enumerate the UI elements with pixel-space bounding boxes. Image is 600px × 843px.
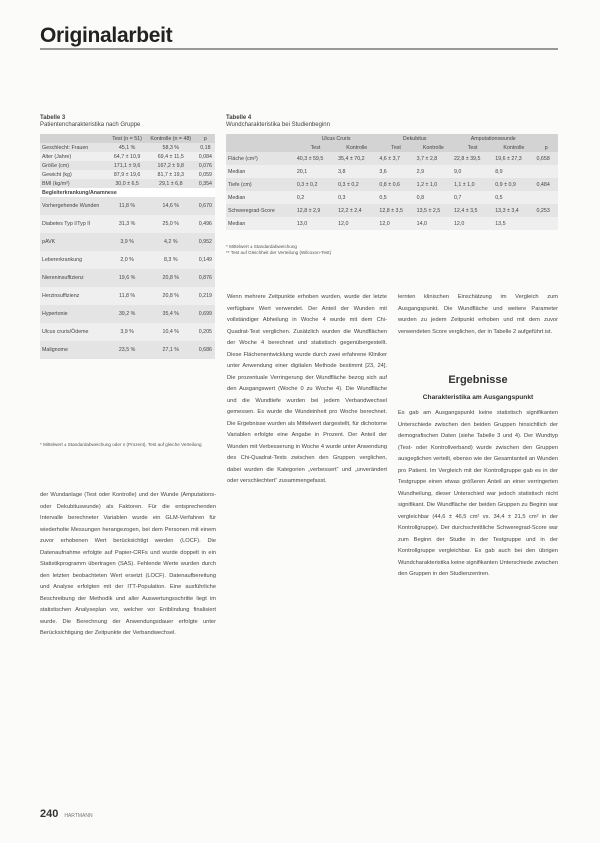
table-cell: 20,1 <box>295 165 336 178</box>
table-cell: Geschlecht: Frauen <box>40 143 108 152</box>
table4-caption <box>226 115 556 129</box>
table-cell: 3,6 <box>377 165 414 178</box>
table-cell: Median <box>226 217 295 230</box>
table-cell <box>535 217 558 230</box>
table-row <box>226 191 558 204</box>
table-cell: Schweregrad-Score <box>226 204 295 217</box>
table-cell: 22,8 ± 39,5 <box>452 152 493 165</box>
table-cell: 0,219 <box>196 287 215 305</box>
table-cell: 14,6 % <box>146 197 196 215</box>
journal-name: HARTMANN <box>64 813 93 819</box>
table-cell: 3,9 % <box>108 323 145 341</box>
table-cell: 31,3 % <box>108 215 145 233</box>
table-cell: 81,7 ± 19,3 <box>146 170 196 179</box>
body-paragraph: der Wundanlage (Test oder Kontrolle) und der Wunde (Amputations- oder Dekubituswunde) als Faktoren. Für die entsprechenden Intervalle berechneter Variablen wurde ein GLM-Verfahren für wiederholte Messungen herangezogen, bei dem Personen mit einem zuvor erhobenen Wert berücksichtigt werden (LOCF). Die Datenaufnahme erfolgte auf Papier-CRFs und wurde doppelt in ein Statistikprogramm übertragen (SAS). Fehlende Werte wurden durch den letzten beobachteten Wert ersetzt (LOCF). Datenaufbereitung und Analyse erfolgten mit der ITT-Population. Eine ausführliche Beschreibung der Methodik und aller Auswertungsschritte liegt im statistischen Analyseplan vor, welcher vor Entblindung finalisiert wurde. Die Berechnung der Anwendungsdauer erfolgte unter Berücksichtigung der Zeitpunkte der Verbandwechsel. <box>40 492 216 636</box>
table-cell: Niereninsuffizienz <box>40 269 108 287</box>
table-row <box>40 179 215 188</box>
table-cell: 13,5 <box>493 217 534 230</box>
table4-group-cell: Dekubitus <box>377 134 452 143</box>
table-cell: BMI (kg/m²) <box>40 179 108 188</box>
table-row <box>40 233 215 251</box>
table-cell: 4,2 % <box>146 233 196 251</box>
table-cell: Herzinsuffizienz <box>40 287 108 305</box>
table-cell: 0,658 <box>535 152 558 165</box>
table-cell: Median <box>226 191 295 204</box>
table-cell: 8,3 % <box>146 251 196 269</box>
table-cell: 0,9 ± 0,9 <box>493 178 534 191</box>
table-cell: 0,3 ± 0,2 <box>295 178 336 191</box>
body-column-middle <box>227 292 387 798</box>
table-cell: 12,4 ± 3,5 <box>452 204 493 217</box>
table-cell: Alter (Jahre) <box>40 152 108 161</box>
table-cell: 58,3 % <box>146 143 196 152</box>
table-cell: pAVK <box>40 233 108 251</box>
table-cell: 2,9 <box>415 165 452 178</box>
table4-group-cell <box>226 134 295 143</box>
table-cell: Tiefe (cm) <box>226 178 295 191</box>
table3-header-row <box>40 134 215 143</box>
table4-group-row <box>226 134 558 143</box>
table-cell: Hypertonie <box>40 305 108 323</box>
table-cell: 13,0 <box>295 217 336 230</box>
table-cell: 0,3 ± 0,2 <box>336 178 377 191</box>
table-cell: 3,7 ± 2,8 <box>415 152 452 165</box>
table-cell: 19,6 % <box>108 269 145 287</box>
table-cell: 0,670 <box>196 197 215 215</box>
table4-subtitle: Wundcharakteristika bei Studienbeginn <box>226 122 330 128</box>
table4-header-cell <box>226 143 295 152</box>
table-cell: 0,076 <box>196 161 215 170</box>
table-cell: 14,0 <box>415 217 452 230</box>
table3-title: Tabelle 3 <box>40 115 66 121</box>
table4-header-cell: Kontrolle <box>493 143 534 152</box>
table-cell: Gewicht (kg) <box>40 170 108 179</box>
table-cell: 12,2 ± 2,4 <box>336 204 377 217</box>
table-cell: 12,8 ± 3,5 <box>377 204 414 217</box>
table3-section-heading: Begleiterkrankung/Anamnese <box>40 188 215 197</box>
body-column-right <box>398 408 558 798</box>
table-cell: Malignome <box>40 341 108 359</box>
table-row <box>40 287 215 305</box>
table-cell: 0,5 <box>377 191 414 204</box>
table-cell: Median <box>226 165 295 178</box>
table-cell: 0,686 <box>196 341 215 359</box>
table3-header-cell: Kontrolle (n = 48) <box>146 134 196 143</box>
table4-header-cell: Kontrolle <box>415 143 452 152</box>
body-paragraph: Wenn mehrere Zeitpunkte erhoben wurden, wurde der letzte verfügbare Wert verwendet. Der Anteil der Wunden mit vollständiger Abheilung in Woche 4 wurde mit dem Chi-Quadrat-Test verglichen. Zusätzlich wurden die Wundflächen der Woche 4 berechnet und statistisch gegenübergestellt. Diese Flächenentwicklung wurde durch zwei erfahrene Kliniker unter Anwendung einer digitalen Methode bestimmt [23, 24]. Die prozentuale Verringerung der Wundfläche bezog sich auf den Ausgangswert (Woche 0 zu Woche 4). Die Wundfläche und die Wundtiefe wurden bei jedem Verbandwechsel gemessen. Es wurde die Wundeinheit pro Woche berechnet. Die Ergebnisse wurden als Mittelwert dargestellt, für dichotome Variablen erfolgte eine Angabe in Prozent. Der Anteil der Wunden mit Verbesserung in Woche 4 wurde unter Anwendung des Chi-Quadrat-Tests zwischen den Gruppen verglichen, dabei wurden die Kategorien „verbessert“ und „unverändert oder verschlechtert“ zusammengefasst. <box>227 294 387 484</box>
table-cell: 9,0 <box>452 165 493 178</box>
table-cell: 25,0 % <box>146 215 196 233</box>
table-cell: 13,5 ± 2,5 <box>415 204 452 217</box>
table-cell: 1,1 ± 1,0 <box>452 178 493 191</box>
table-row <box>40 152 215 161</box>
table-cell: 0,699 <box>196 305 215 323</box>
table4-group-cell <box>535 134 558 143</box>
table-cell: 0,205 <box>196 323 215 341</box>
table-row <box>226 204 558 217</box>
table-row <box>40 215 215 233</box>
table-row <box>226 152 558 165</box>
table-row <box>40 341 215 359</box>
subsection-heading: Charakteristika am Ausgangspunkt <box>422 394 534 401</box>
table-cell: 0,059 <box>196 170 215 179</box>
table-cell: 0,354 <box>196 179 215 188</box>
header-rule <box>40 48 558 50</box>
table-row <box>226 165 558 178</box>
table-cell: 12,8 ± 2,9 <box>295 204 336 217</box>
body-column-right-intro <box>398 292 558 348</box>
table-row <box>40 143 215 152</box>
table4-group-cell: Amputationswunde <box>452 134 535 143</box>
table-cell: 2,0 % <box>108 251 145 269</box>
table3-caption <box>40 115 220 129</box>
table-cell: Diabetes Typ I/Typ II <box>40 215 108 233</box>
page-header-title: Originalarbeit <box>40 24 173 47</box>
table-cell: 27,1 % <box>146 341 196 359</box>
table3-body <box>40 143 215 359</box>
table-cell: 20,8 % <box>146 269 196 287</box>
table-cell: 0,3 <box>336 191 377 204</box>
table-row <box>226 178 558 191</box>
table-cell: 0,253 <box>535 204 558 217</box>
table3-header-cell: p <box>196 134 215 143</box>
body-column-left <box>40 490 216 798</box>
table-cell: 0,8 <box>415 191 452 204</box>
table-cell: Vorhergehende Wunden <box>40 197 108 215</box>
table-cell: 87,9 ± 19,6 <box>108 170 145 179</box>
table-cell: 0,496 <box>196 215 215 233</box>
table4-footnote: * Mittelwert ± Standardabweichung ** Test auf Gleichheit der Verteilung (Wilcoxon-Test) <box>226 244 332 255</box>
table-cell: 35,4 ± 70,2 <box>336 152 377 165</box>
table-cell: 0,7 <box>452 191 493 204</box>
table-cell: 13,3 ± 3,4 <box>493 204 534 217</box>
table-cell: 69,4 ± 11,5 <box>146 152 196 161</box>
table-cell: 11,8 % <box>108 287 145 305</box>
table-row <box>40 305 215 323</box>
table3-footnote: * Mittelwert ± Standardabweichung oder n (Prozent), Test auf gleiche Verteilung <box>40 442 202 447</box>
table-cell: 0,8 ± 0,6 <box>377 178 414 191</box>
table4-header-cell: Test <box>295 143 336 152</box>
table4-header-cell: Kontrolle <box>336 143 377 152</box>
table-cell: 0,2 <box>295 191 336 204</box>
table-row <box>40 251 215 269</box>
table-cell: 8,9 <box>493 165 534 178</box>
table-cell: 0,084 <box>196 152 215 161</box>
table-cell: 171,1 ± 9,6 <box>108 161 145 170</box>
table-cell: 29,1 ± 6,8 <box>146 179 196 188</box>
table-cell: 3,9 % <box>108 233 145 251</box>
table-row <box>40 197 215 215</box>
table-cell: 12,0 <box>452 217 493 230</box>
table-cell: 12,0 <box>377 217 414 230</box>
table-row <box>40 269 215 287</box>
table-cell: 167,2 ± 9,8 <box>146 161 196 170</box>
table-row <box>40 323 215 341</box>
table-row <box>40 161 215 170</box>
table-cell: 20,8 % <box>146 287 196 305</box>
table-cell: 30,0 ± 6,5 <box>108 179 145 188</box>
table-cell: 0,484 <box>535 178 558 191</box>
table4-header-cell: Test <box>452 143 493 152</box>
table4 <box>226 134 558 230</box>
table-cell: 64,7 ± 10,9 <box>108 152 145 161</box>
table-cell: 3,8 <box>336 165 377 178</box>
table4-header-cell: Test <box>377 143 414 152</box>
table4-title: Tabelle 4 <box>226 115 252 121</box>
table3-header-cell <box>40 134 108 143</box>
table4-group-cell: Ulcus Cruris <box>295 134 378 143</box>
table-cell: 19,6 ± 27,3 <box>493 152 534 165</box>
table-cell: 35,4 % <box>146 305 196 323</box>
table4-body <box>226 152 558 230</box>
table-cell: Ulcus cruris/Ödeme <box>40 323 108 341</box>
table-cell: 23,5 % <box>108 341 145 359</box>
table-cell: 45,1 % <box>108 143 145 152</box>
page-footer <box>40 808 93 820</box>
body-paragraph: Es gab am Ausgangspunkt keine statistisch signifikanten Unterschiede zwischen den beiden Gruppen hinsichtlich der demografischen Daten (siehe Tabelle 3 und 4). Der Wundtyp (Test- oder Kontrollverband) wurde zwischen den Gruppen ausgeglichen verteilt, ebenso wie der Gesamtanteil an Wunden pro Patient. Im Vergleich mit der Kontrollgruppe gab es in der Testgruppe einen etwas größeren Anteil an einer verringerten Wundheilung, dieser Unterschied war jedoch statistisch nicht signifikant. Die Wundfläche der beiden Gruppen zu Beginn war vergleichbar (44,6 ± 46,5 cm² vs. 34,4 ± 21,5 cm² in der Kontrollgruppe). Der durchschnittliche Schweregrad-Score war zum Beginn der Studie in der Testgruppe und in der Kontrollgruppe vergleichbar. Es gab auch bei den übrigen Wundcharakteristika keine signifikanten Unterschiede zwischen den Gruppen in den Studienzentren. <box>398 410 558 577</box>
table-row <box>226 217 558 230</box>
table-cell: 4,6 ± 3,7 <box>377 152 414 165</box>
table-cell: 39,2 % <box>108 305 145 323</box>
table-cell: Fläche (cm²) <box>226 152 295 165</box>
table-cell: 0,18 <box>196 143 215 152</box>
table-section-row <box>40 188 215 197</box>
table-cell: 1,2 ± 1,0 <box>415 178 452 191</box>
table-cell: 40,3 ± 59,5 <box>295 152 336 165</box>
section-heading: Ergebnisse <box>448 374 508 386</box>
table-cell <box>535 191 558 204</box>
table4-header-row <box>226 143 558 152</box>
table-cell: 11,8 % <box>108 197 145 215</box>
body-paragraph: lernten klinischen Einschätzung im Vergleich zum Ausgangspunkt. Die Wundfläche und weitere Parameter wurden zu jedem Zeitpunkt erhoben und mit dem zuvor verwendeten Score verglichen, der in Tabelle 2 aufgeführt ist. <box>398 294 558 335</box>
table3-subtitle: Patientencharakteristika nach Gruppe <box>40 122 141 128</box>
page-number: 240 <box>40 808 59 820</box>
table-cell: Größe (cm) <box>40 161 108 170</box>
table-cell: 0,149 <box>196 251 215 269</box>
table3 <box>40 134 215 359</box>
table-cell: 0,876 <box>196 269 215 287</box>
table-cell: 0,5 <box>493 191 534 204</box>
table4-header-cell: p <box>535 143 558 152</box>
table-cell <box>535 165 558 178</box>
table-cell: 12,0 <box>336 217 377 230</box>
table-cell: 0,952 <box>196 233 215 251</box>
table-cell: Lebererkrankung <box>40 251 108 269</box>
table-cell: 10,4 % <box>146 323 196 341</box>
table3-header-cell: Test (n = 51) <box>108 134 145 143</box>
table-row <box>40 170 215 179</box>
